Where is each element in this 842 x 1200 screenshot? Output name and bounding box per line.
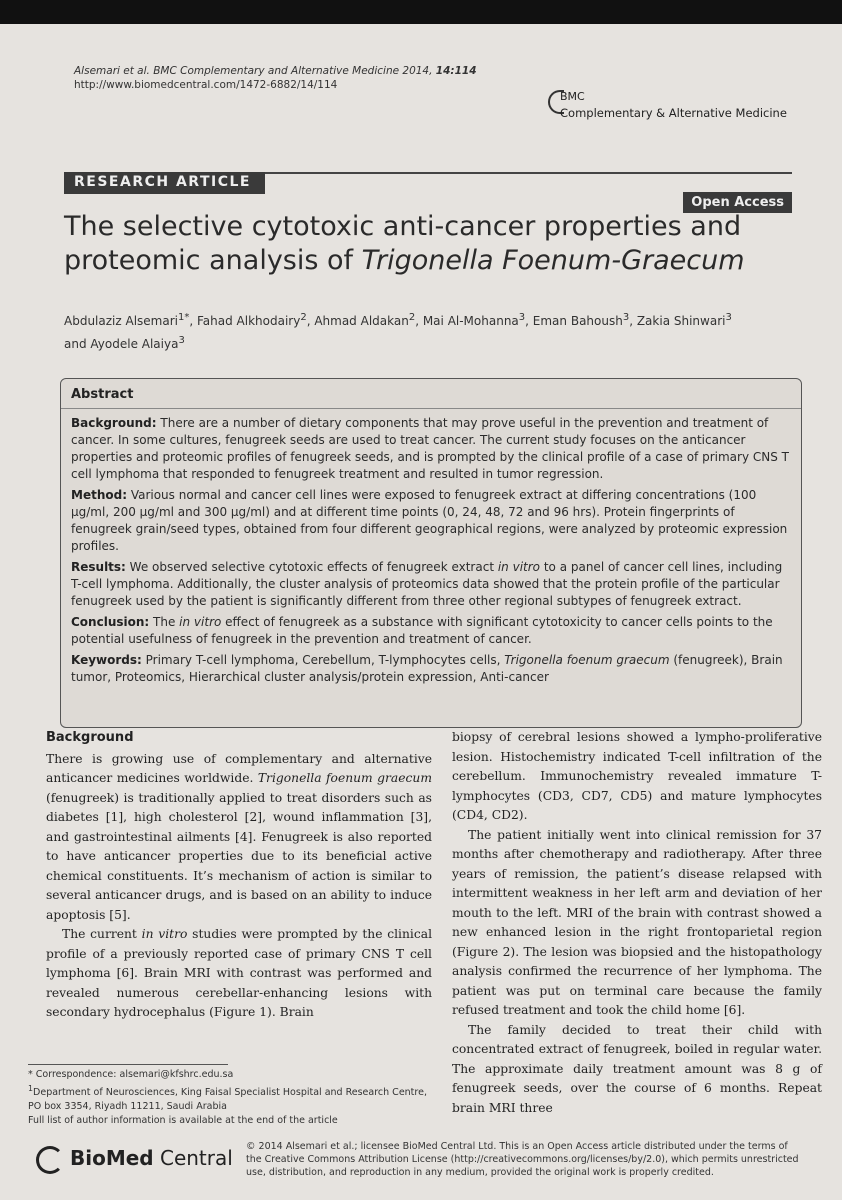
biomed-swirl-icon [36, 1146, 64, 1174]
abstract-heading: Abstract [71, 387, 134, 402]
abstract-method: Method: Various normal and cancer cell lines were exposed to fenugreek extract at differing concentrations (100 µg/ml, 200 µg/ml and 300 µg/ml) and at different time points (0, 24, 48, 72 and 96 hrs). Protein fingerprints of fenugreek grain/seed types, obtained from four different geographical regions, were analyzed by proteomic expression profiles. [71, 488, 788, 553]
abstract-box [60, 378, 802, 728]
left-paragraph-1: There is growing use of complementary and alternative anticancer medicines worldwide. Trigonella foenum graecum (fenugreek) is traditionally applied to treat disorders such as diabetes [1], high cholesterol [2], wound inflammation [3], and gastrointestinal ailments [4]. Fenugreek is also reported to have anticancer properties due to its beneficial active chemical constituents. It’s mechanism of action is similar to several anticancer drugs, and is based on an ability to induce apoptosis [5]. [46, 751, 432, 922]
left-paragraph-2: The current in vitro studies were prompted by the clinical profile of a previously reported case of primary CNS T cell lymphoma [6]. Brain MRI with contrast was performed and revealed numerous cerebellar-enhancing lesions with secondary hydrocephalus (Figure 1). Brain [46, 927, 432, 1019]
right-column [452, 728, 822, 1118]
article-title: The selective cytotoxic anti-cancer properties and proteomic analysis of Trigonella Foenum-Graecum [64, 211, 745, 276]
citation-url: http://www.biomedcentral.com/1472-6882/14/114 [74, 79, 338, 91]
author-list: Abdulaziz Alsemari$^{1*}$, Fahad Alkhodairy$^2$, Ahmad Aldakan$^2$, Mai Al-Mohanna$^3$, Eman Bahoush$^3$, Zakia Shinwari$^3$ and Ayodele Alaiya$^3$ [64, 312, 732, 351]
abstract-divider [61, 408, 801, 409]
abstract-body [71, 415, 789, 690]
affiliation: $^1$Department of Neurosciences, King Faisal Specialist Hospital and Research Centre, PO box 3354, Riyadh 11211, Saudi Arabia [28, 1084, 427, 1113]
citation-line-1: Alsemari et al. BMC Complementary and Alternative Medicine 2014, 14:114 [74, 65, 477, 77]
journal-logo-large: Complementary & Alternative Medicine [560, 106, 787, 120]
left-column [46, 728, 432, 1023]
publisher-logo: BioMed Central [36, 1142, 236, 1182]
open-access-badge: Open Access [683, 192, 792, 213]
journal-logo-small: BMC [560, 90, 585, 103]
abstract-results: Results: We observed selective cytotoxic effects of fenugreek extract in vitro to a panel of cancer cell lines, including T-cell lymphoma. Additionally, the cluster analysis of proteomics data showed that the protein profile of the particular fenugreek used by the patient is significantly different from three other regional subtypes of fenugreek extract. [71, 560, 783, 608]
journal-logo [548, 88, 808, 138]
right-paragraph-2: The patient initially went into clinical remission for 37 months after chemotherapy and radiotherapy. After three years of remission, the patient’s disease relapsed with intermittent weakness in her left arm and deviation of her mouth to the left. MRI of the brain with contrast showed a new enhanced lesion in the right frontoparietal region (Figure 2). The lesion was biopsied and the histopathology analysis confirmed the recurrence of her lymphoma. The patient was put on terminal care because the family refused treatment and took the child home [6]. [452, 827, 822, 1017]
article-type-bar [64, 172, 792, 210]
paper-page [0, 24, 842, 1200]
footnote-divider [28, 1064, 228, 1065]
citation-header [74, 64, 477, 92]
photo-top-edge [0, 0, 842, 24]
abstract-keywords: Keywords: Primary T-cell lymphoma, Cerebellum, T-lymphocytes cells, Trigonella foenum graecum (fenugreek), Brain tumor, Proteomics, Hierarchical cluster analysis/protein expression, Anti-cancer [71, 653, 783, 684]
author-info-note: Full list of author information is available at the end of the article [28, 1115, 338, 1127]
background-heading: Background [46, 730, 134, 745]
abstract-background: Background: There are a number of dietary components that may prove useful in the prevention and treatment of cancer. In some cultures, fenugreek seeds are used to treat cancer. The current study focuses on the anticancer properties and proteomic profiles of fenugreek seeds, and is prompted by the clinical profile of a case of primary CNS T cell lymphoma that responded to fenugreek treatment and resulted in tumor regression. [71, 416, 789, 481]
correspondence: * Correspondence: alsemari@kfshrc.edu.sa [28, 1069, 234, 1080]
right-paragraph-1: biopsy of cerebral lesions showed a lympho-proliferative lesion. Histochemistry indicated T-cell infiltration of the cerebellum. Immunochemistry revealed immature T-lymphocytes (CD3, CD7, CD5) and mature lymphocytes (CD4, CD2). [452, 730, 822, 822]
abstract-conclusion: Conclusion: The in vitro effect of fenugreek as a substance with significant cytotoxicity to cancer cells points to the potential usefulness of fenugreek in the prevention and treatment of cancer. [71, 615, 773, 646]
license-text: © 2014 Alsemari et al.; licensee BioMed Central Ltd. This is an Open Access article distributed under the terms of the Creative Commons Attribution License (http://creativecommons.org/licenses/by/2.0), which permits unrestricted use, distribution, and reproduction in any medium, provided the original work is properly credited. [246, 1141, 799, 1178]
right-paragraph-3: The family decided to treat their child with concentrated extract of fenugreek, boiled in regular water. The approximate daily treatment amount was 8 g of fenugreek seeds, over the course of 6 months. Repeat brain MRI three [452, 1022, 822, 1115]
footnote [28, 1068, 428, 1128]
article-type: RESEARCH ARTICLE [64, 172, 265, 194]
